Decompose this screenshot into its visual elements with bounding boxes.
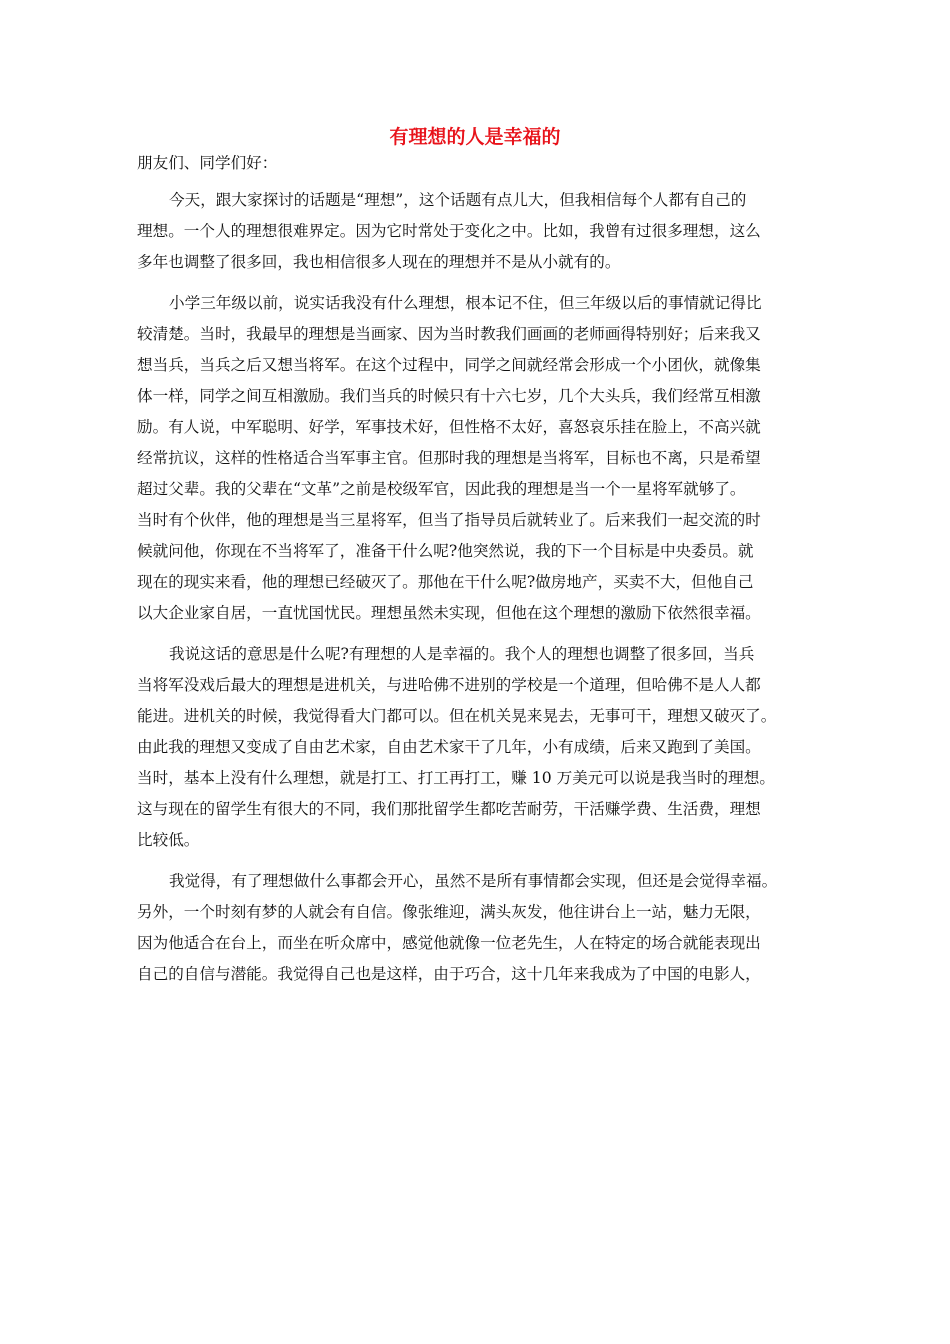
- paragraph: [137, 639, 827, 856]
- paragraph-line: 以大企业家自居，一直忧国忧民。理想虽然未实现，但他在这个理想的激励下依然很幸福。: [137, 604, 761, 622]
- paragraph-line: 想当兵，当兵之后又想当将军。在这个过程中，同学之间就经常会形成一个小团伙，就像集: [137, 356, 761, 374]
- paragraph-line: 现在的现实来看，他的理想已经破灭了。那他在干什么呢?做房地产，买卖不大，但他自己: [137, 573, 754, 591]
- paragraph-line: 因为他适合在台上，而坐在听众席中，感觉他就像一位老先生，人在特定的场合就能表现出: [137, 934, 761, 952]
- document-body: [137, 151, 827, 990]
- paragraph-container: [137, 185, 827, 990]
- paragraph-line: 今天，跟大家探讨的话题是“理想”，这个话题有点儿大，但我相信每个人都有自己的: [169, 191, 747, 209]
- paragraph-line: 小学三年级以前，说实话我没有什么理想，根本记不住，但三年级以后的事情就记得比: [169, 294, 762, 312]
- paragraph-line: 理想。一个人的理想很难界定。因为它时常处于变化之中。比如，我曾有过很多理想，这么: [137, 222, 761, 240]
- paragraph-line: 我说这话的意思是什么呢?有理想的人是幸福的。我个人的理想也调整了很多回，当兵: [169, 645, 755, 663]
- paragraph-line: 比较低。: [137, 831, 200, 849]
- paragraph: [137, 185, 827, 278]
- paragraph-line: 自己的自信与潜能。我觉得自己也是这样，由于巧合，这十几年来我成为了中国的电影人，: [137, 965, 761, 983]
- paragraph-line: 较清楚。当时，我最早的理想是当画家、因为当时教我们画画的老师画得特别好；后来我又: [137, 325, 761, 343]
- paragraph-line: 超过父辈。我的父辈在“文革”之前是校级军官，因此我的理想是当一个一星将军就够了。: [137, 480, 746, 498]
- document-title: 有理想的人是幸福的: [389, 126, 561, 148]
- paragraph: [137, 866, 827, 990]
- paragraph-line: 当将军没戏后最大的理想是进机关，与进哈佛不进别的学校是一个道理，但哈佛不是人人都: [137, 676, 761, 694]
- paragraph-line: 当时，基本上没有什么理想，就是打工、打工再打工，赚 10 万美元可以说是我当时的理想。: [137, 769, 775, 787]
- paragraph-line: 这与现在的留学生有很大的不同，我们那批留学生都吃苦耐劳，干活赚学费、生活费，理想: [137, 800, 761, 818]
- paragraph-line: 能进。进机关的时候，我觉得看大门都可以。但在机关晃来晃去，无事可干，理想又破灭了。: [137, 707, 777, 725]
- paragraph-line: 经常抗议，这样的性格适合当军事主官。但那时我的理想是当将军，目标也不离，只是希望: [137, 449, 761, 467]
- greeting-line: 朋友们、同学们好：: [137, 154, 278, 172]
- paragraph-line: 由此我的理想又变成了自由艺术家，自由艺术家干了几年，小有成绩，后来又跑到了美国。: [137, 738, 761, 756]
- paragraph: [137, 288, 827, 629]
- paragraph-line: 体一样，同学之间互相激励。我们当兵的时候只有十六七岁，几个大头兵，我们经常互相激: [137, 387, 761, 405]
- paragraph-line: 我觉得，有了理想做什么事都会开心，虽然不是所有事情都会实现，但还是会觉得幸福。: [169, 872, 778, 890]
- paragraph-line: 候就问他，你现在不当将军了，准备干什么呢?他突然说，我的下一个目标是中央委员。就: [137, 542, 754, 560]
- paragraph-line: 另外，一个时刻有梦的人就会有自信。像张维迎，满头灰发，他往讲台上一站，魅力无限，: [137, 903, 761, 921]
- paragraph-line: 当时有个伙伴，他的理想是当三星将军，但当了指导员后就转业了。后来我们一起交流的时: [137, 511, 761, 529]
- paragraph-line: 多年也调整了很多回，我也相信很多人现在的理想并不是从小就有的。: [137, 253, 621, 271]
- paragraph-line: 励。有人说，中军聪明、好学，军事技术好，但性格不太好，喜怒哀乐挂在脸上，不高兴就: [137, 418, 761, 436]
